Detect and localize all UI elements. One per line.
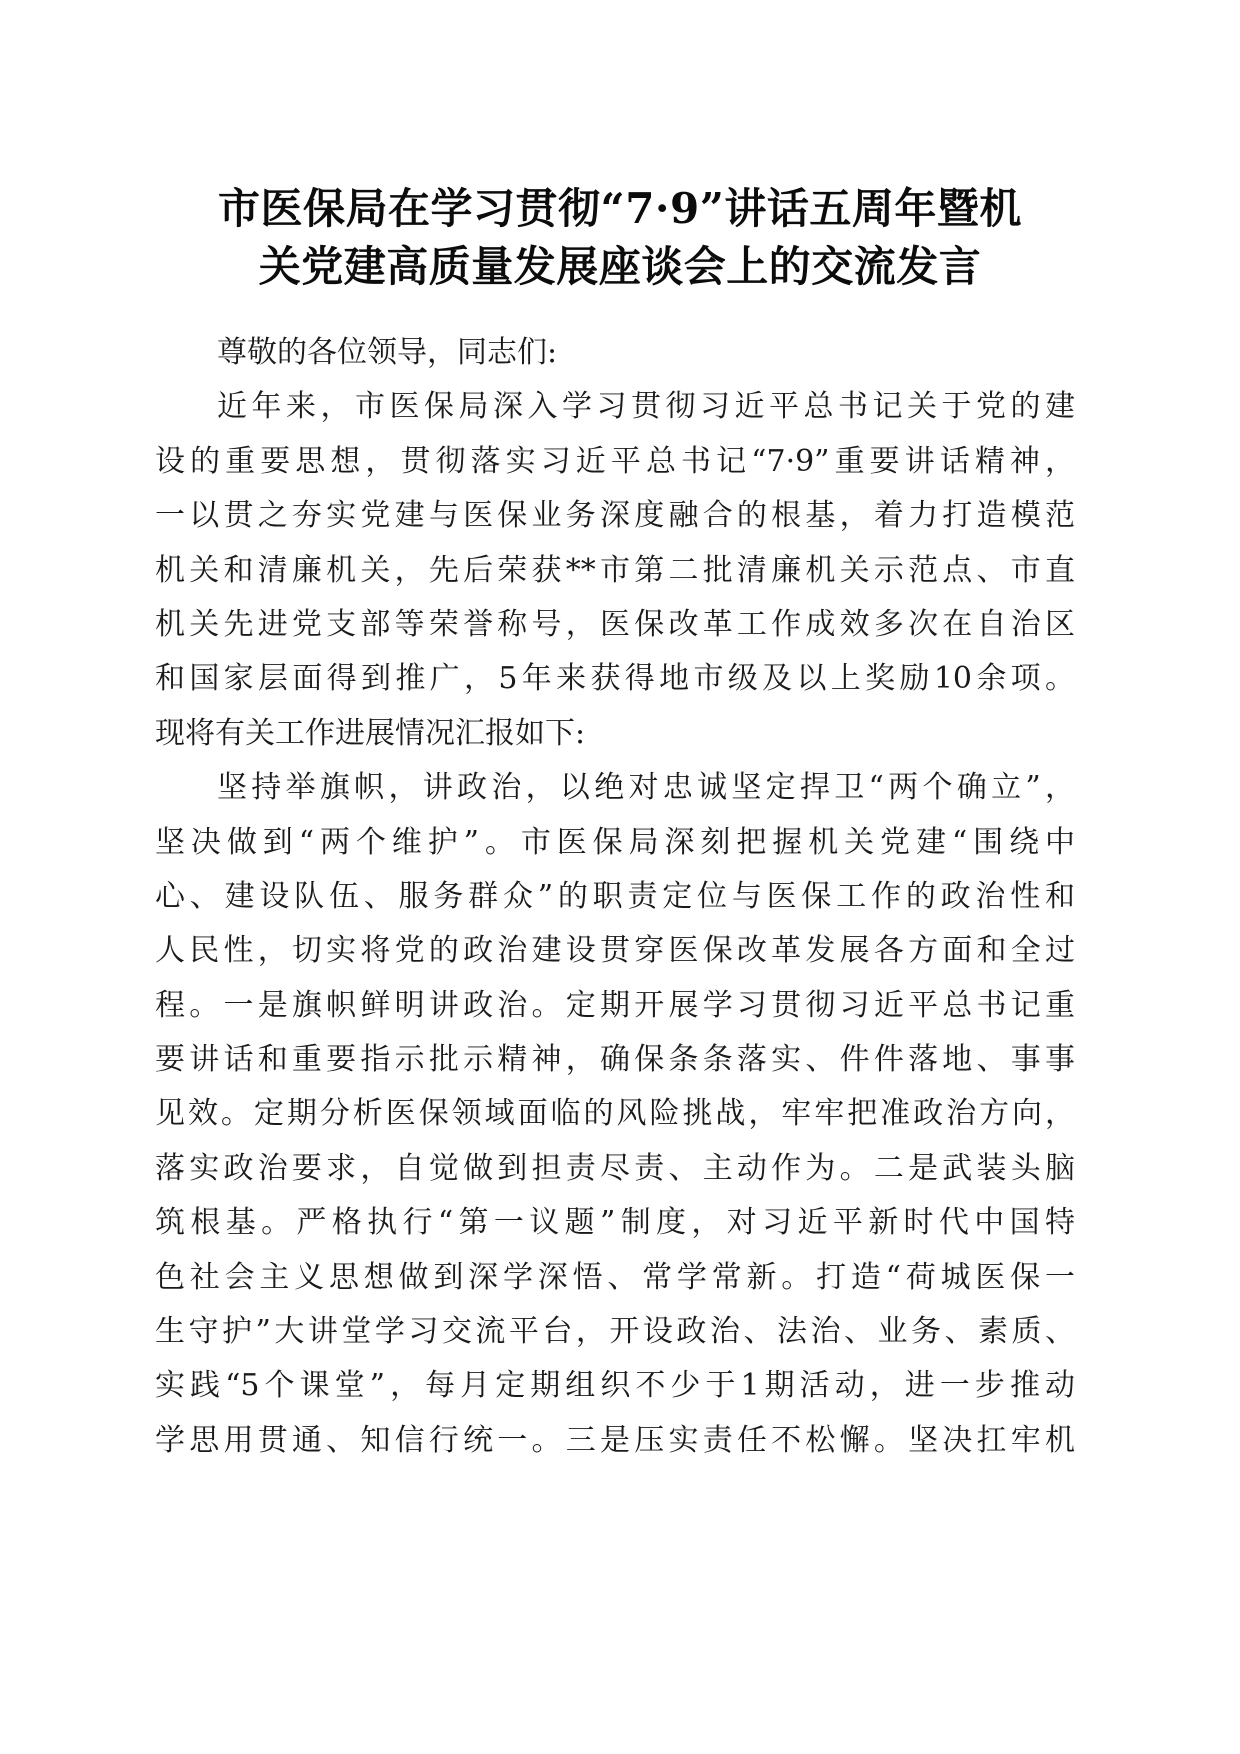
salutation: 尊敬的各位领导，同志们:: [217, 335, 558, 370]
body-line: 生守护”大讲堂学习交流平台，开设政治、法治、业务、素质、: [155, 1314, 1075, 1350]
body-line: 一以贯之夯实党建与医保业务深度融合的根基，着力打造模范: [155, 498, 1075, 534]
body-line: 现将有关工作进展情况汇报如下:: [155, 715, 586, 751]
body-line: 学思用贯通、知信行统一。三是压实责任不松懈。坚决扛牢机: [155, 1422, 1075, 1458]
body-line: 心、建设队伍、服务群众”的职责定位与医保工作的政治性和: [155, 878, 1075, 914]
document-title: [150, 180, 1090, 296]
body-line: 程。一是旗帜鲜明讲政治。定期开展学习贯彻习近平总书记重: [155, 987, 1075, 1023]
title-line: 市医保局在学习贯彻“7·9”讲话五周年暨机: [218, 184, 1022, 233]
body-line: 和国家层面得到推广，5年来获得地市级及以上奖励10余项。: [155, 661, 1075, 697]
body-line: 近年来，市医保局深入学习贯彻习近平总书记关于党的建: [217, 389, 1075, 425]
title-line: 关党建高质量发展座谈会上的交流发言: [258, 242, 982, 291]
body-line: 落实政治要求，自觉做到担责尽责、主动作为。二是武装头脑: [155, 1150, 1075, 1186]
body-line: 人民性，切实将党的政治建设贯穿医保改革发展各方面和全过: [155, 933, 1075, 969]
body-line: 坚决做到“两个维护”。市医保局深刻把握机关党建“围绕中: [155, 824, 1075, 860]
body-line: 要讲话和重要指示批示精神，确保条条落实、件件落地、事事: [155, 1042, 1075, 1078]
body-line: 见效。定期分析医保领域面临的风险挑战，牢牢把准政治方向，: [155, 1096, 1075, 1132]
body-line: 机关和清廉机关，先后荣获**市第二批清廉机关示范点、市直: [155, 552, 1075, 588]
body-line: 筑根基。严格执行“第一议题”制度，对习近平新时代中国特: [155, 1205, 1075, 1241]
body-line: 实践“5个课堂”，每月定期组织不少于1期活动，进一步推动: [155, 1368, 1075, 1404]
document-body: [155, 326, 1075, 1468]
body-line: 机关先进党支部等荣誉称号，医保改革工作成效多次在自治区: [155, 606, 1075, 642]
body-line: 坚持举旗帜，讲政治，以绝对忠诚坚定捍卫“两个确立”，: [217, 770, 1075, 806]
body-line: 设的重要思想，贯彻落实习近平总书记“7·9”重要讲话精神，: [155, 443, 1075, 479]
body-line: 色社会主义思想做到深学深悟、常学常新。打造“荷城医保一: [155, 1259, 1075, 1295]
